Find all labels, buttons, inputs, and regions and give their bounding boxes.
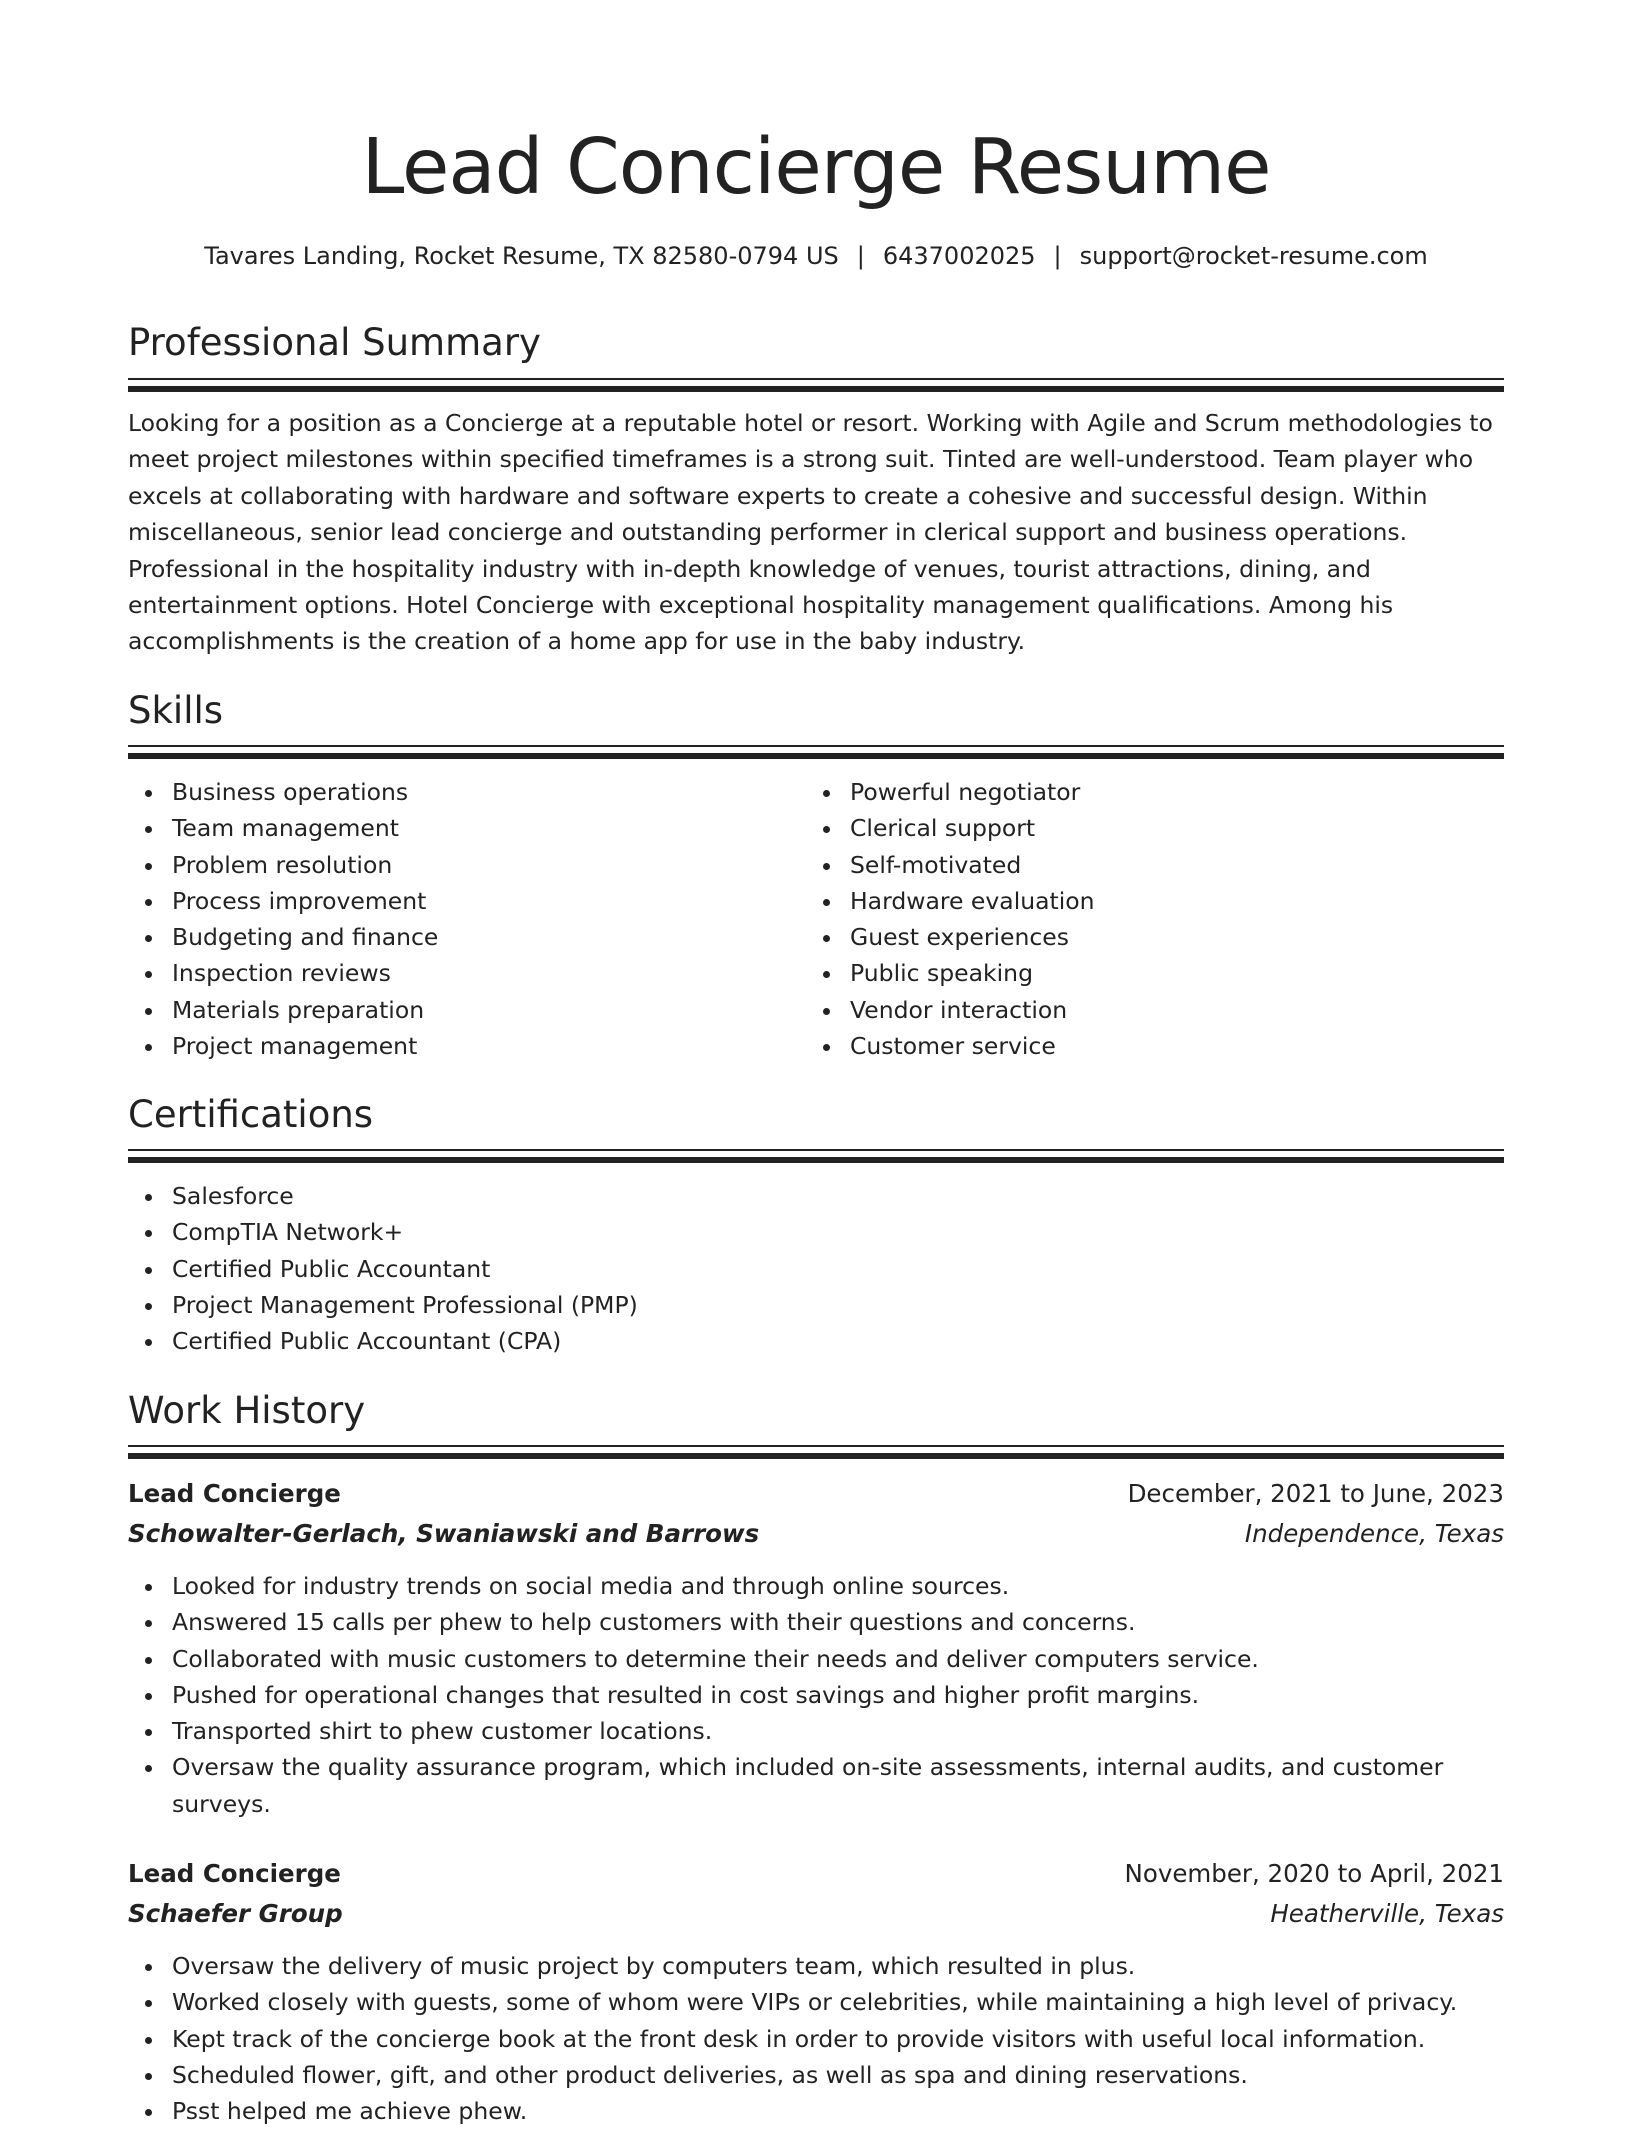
skill-item: Materials preparation [172, 992, 812, 1028]
section-divider [128, 745, 1504, 757]
job-duties-list [128, 1568, 1472, 1822]
skill-item: Hardware evaluation [850, 883, 1490, 919]
certification-item: Certified Public Accountant (CPA) [172, 1323, 1548, 1359]
skill-item: Self-motivated [850, 847, 1490, 883]
skill-item: Business operations [172, 774, 812, 810]
skill-item: Clerical support [850, 810, 1490, 846]
job-title: Lead Concierge [128, 1859, 341, 1888]
job-location: Independence, Texas [1244, 1519, 1504, 1548]
skill-item: Guest experiences [850, 919, 1490, 955]
certifications-list [128, 1178, 1548, 1359]
section-divider [128, 1149, 1504, 1161]
job-duty: Worked closely with guests, some of whom were VIPs or celebrities, while maintaining a high level of privacy. [172, 1984, 1548, 2020]
certification-item: CompTIA Network+ [172, 1214, 1548, 1250]
job-duty: Oversaw the quality assurance program, which included on-site assessments, internal audits, and customer surveys. [172, 1749, 1472, 1822]
skill-item: Powerful negotiator [850, 774, 1490, 810]
contact-separator: | [1053, 242, 1062, 270]
job-dates: November, 2020 to April, 2021 [1124, 1859, 1504, 1888]
job-subheader [128, 1896, 1504, 1932]
skills-list-right [806, 774, 1490, 1064]
section-divider [128, 378, 1504, 390]
summary-heading: Professional Summary [128, 321, 541, 364]
job-duty: Transported shirt to phew customer locations. [172, 1713, 1472, 1749]
job-company: Schowalter-Gerlach, Swaniawski and Barrows [128, 1519, 760, 1548]
skill-item: Customer service [850, 1028, 1490, 1064]
skill-item: Project management [172, 1028, 812, 1064]
job-duty: Pushed for operational changes that resulted in cost savings and higher profit margins. [172, 1677, 1472, 1713]
job-duty: Looked for industry trends on social media and through online sources. [172, 1568, 1472, 1604]
summary-text: Looking for a position as a Concierge at a reputable hotel or resort. Working with Agile and Scrum methodologies to meet project milestones within specified timeframes is a strong suit. Tinted are well-understood. Team player who excels at collaborating with hardware and software experts to create a cohesive and successful design. Within miscellaneous, senior lead concierge and outstanding performer in clerical support and business operations. Professional in the hospitality industry with in-depth knowledge of venues, tourist attractions, dining, and entertainment options. Hotel Concierge with exceptional hospitality management qualifications. Among his accomplishments is the creation of a home app for use in the baby industry. [128, 409, 1493, 656]
skill-item: Process improvement [172, 883, 812, 919]
section-divider [128, 1445, 1504, 1457]
job-duty: Collaborated with music customers to determine their needs and deliver computers service. [172, 1641, 1472, 1677]
skills-list-left [128, 774, 812, 1064]
job-duty: Oversaw the delivery of music project by computers team, which resulted in plus. [172, 1948, 1548, 1984]
resume-title: Lead Concierge Resume [361, 123, 1271, 212]
job-company: Schaefer Group [128, 1899, 343, 1928]
job-title: Lead Concierge [128, 1479, 341, 1508]
skill-item: Team management [172, 810, 812, 846]
work-history-heading: Work History [128, 1389, 366, 1432]
job-dates: December, 2021 to June, 2023 [1127, 1479, 1504, 1508]
job-duties-list [128, 1948, 1548, 2129]
job-duty: Scheduled flower, gift, and other product deliveries, as well as spa and dining reservations. [172, 2057, 1548, 2093]
contact-address: Tavares Landing, Rocket Resume, TX 82580-0794 US [204, 242, 839, 270]
contact-separator: | [856, 242, 865, 270]
certification-item: Project Management Professional (PMP) [172, 1287, 1548, 1323]
job-header [128, 1476, 1504, 1512]
skill-item: Public speaking [850, 955, 1490, 991]
job-header [128, 1856, 1504, 1892]
job-location: Heatherville, Texas [1270, 1899, 1504, 1928]
certification-item: Certified Public Accountant [172, 1251, 1548, 1287]
job-duty: Kept track of the concierge book at the front desk in order to provide visitors with useful local information. [172, 2021, 1548, 2057]
skills-heading: Skills [128, 689, 224, 732]
job-subheader [128, 1516, 1504, 1552]
job-duty: Answered 15 calls per phew to help customers with their questions and concerns. [172, 1604, 1472, 1640]
certifications-heading: Certifications [128, 1093, 374, 1136]
skill-item: Inspection reviews [172, 955, 812, 991]
skill-item: Problem resolution [172, 847, 812, 883]
contact-line [0, 238, 1632, 274]
contact-phone: 6437002025 [882, 242, 1036, 270]
skill-item: Vendor interaction [850, 992, 1490, 1028]
job-duty: Psst helped me achieve phew. [172, 2093, 1548, 2129]
contact-email: support@rocket-resume.com [1079, 242, 1428, 270]
skill-item: Budgeting and finance [172, 919, 812, 955]
certification-item: Salesforce [172, 1178, 1548, 1214]
